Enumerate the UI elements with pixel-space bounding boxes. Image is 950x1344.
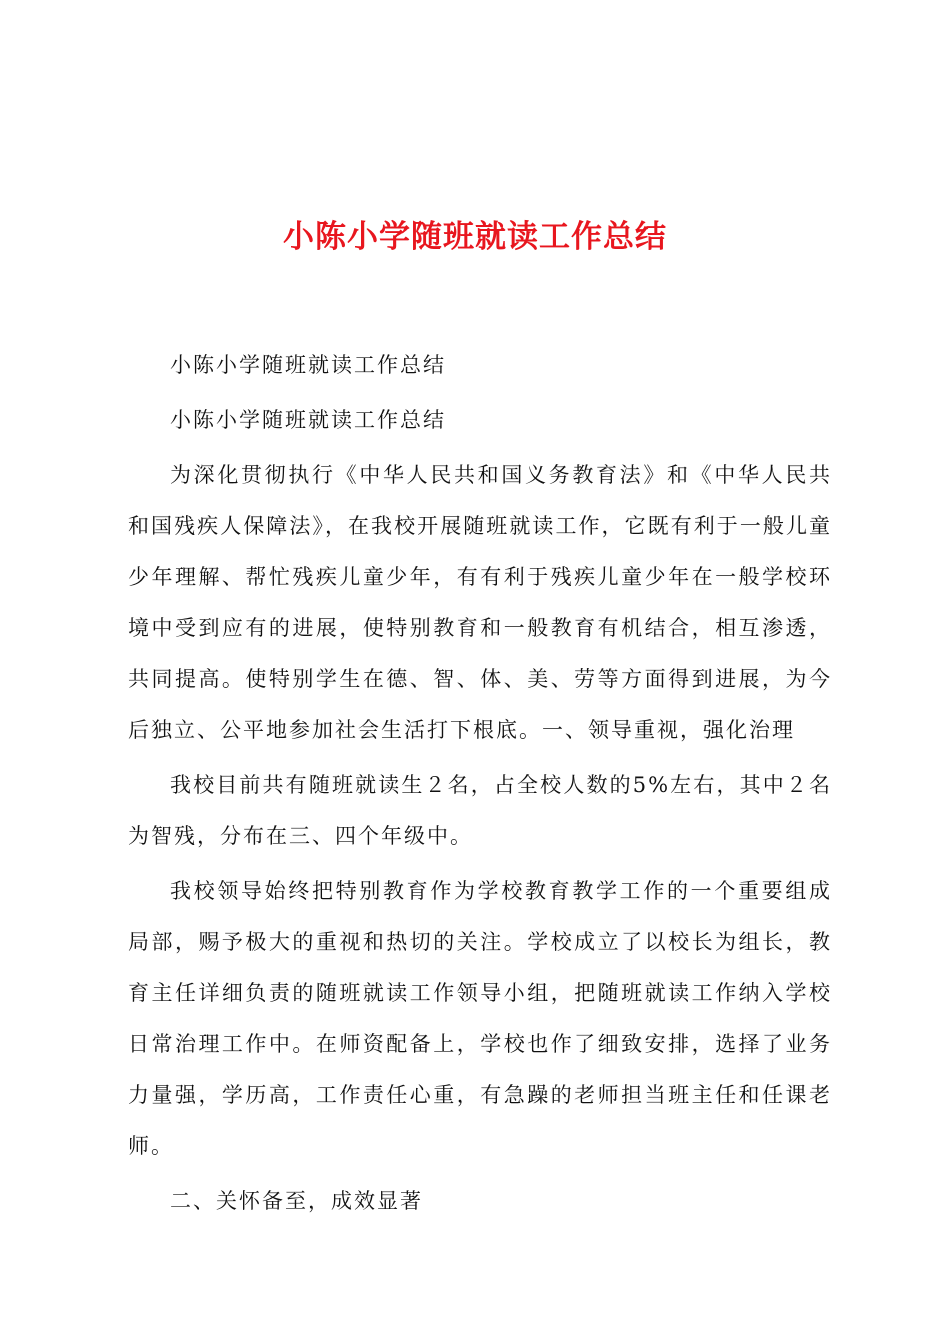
section-heading-care: 二、关怀备至，成效显著 [170, 1189, 423, 1213]
paragraph-subtitle-2: 小陈小学随班就读工作总结 [170, 408, 446, 432]
paragraph-subtitle-1: 小陈小学随班就读工作总结 [170, 353, 446, 377]
paragraph-student-count: 我校目前共有随班就读生２名，占全校人数的5%左右，其中２名为智残，分布在三、四个年级中。 [128, 773, 832, 848]
document-title: 小陈小学随班就读工作总结 [283, 219, 667, 255]
document-body [128, 340, 832, 1227]
paragraph-leadership: 我校领导始终把特别教育作为学校教育教学工作的一个重要组成局部，赐予极大的重视和热切的关注。学校成立了以校长为组长，教育主任详细负责的随班就读工作领导小组，把随班就读工作纳入学校日常治理工作中。在师资配备上，学校也作了细致安排，选择了业务力量强，学历高，工作责任心重，有急躁的老师担当班主任和任课老师。 [128, 879, 832, 1158]
paragraph-introduction: 为深化贯彻执行《中华人民共和国义务教育法》和《中华人民共和国残疾人保障法》，在我校开展随班就读工作，它既有利于一般儿童少年理解、帮忙残疾儿童少年，有有利于残疾儿童少年在一般学校环境中受到应有的进展，使特别教育和一般教育有机结合，相互渗透，共同提高。使特别学生在德、智、体、美、劳等方面得到进展，为今后独立、公平地参加社会生活打下根底。一、领导重视，强化治理 [128, 463, 832, 742]
